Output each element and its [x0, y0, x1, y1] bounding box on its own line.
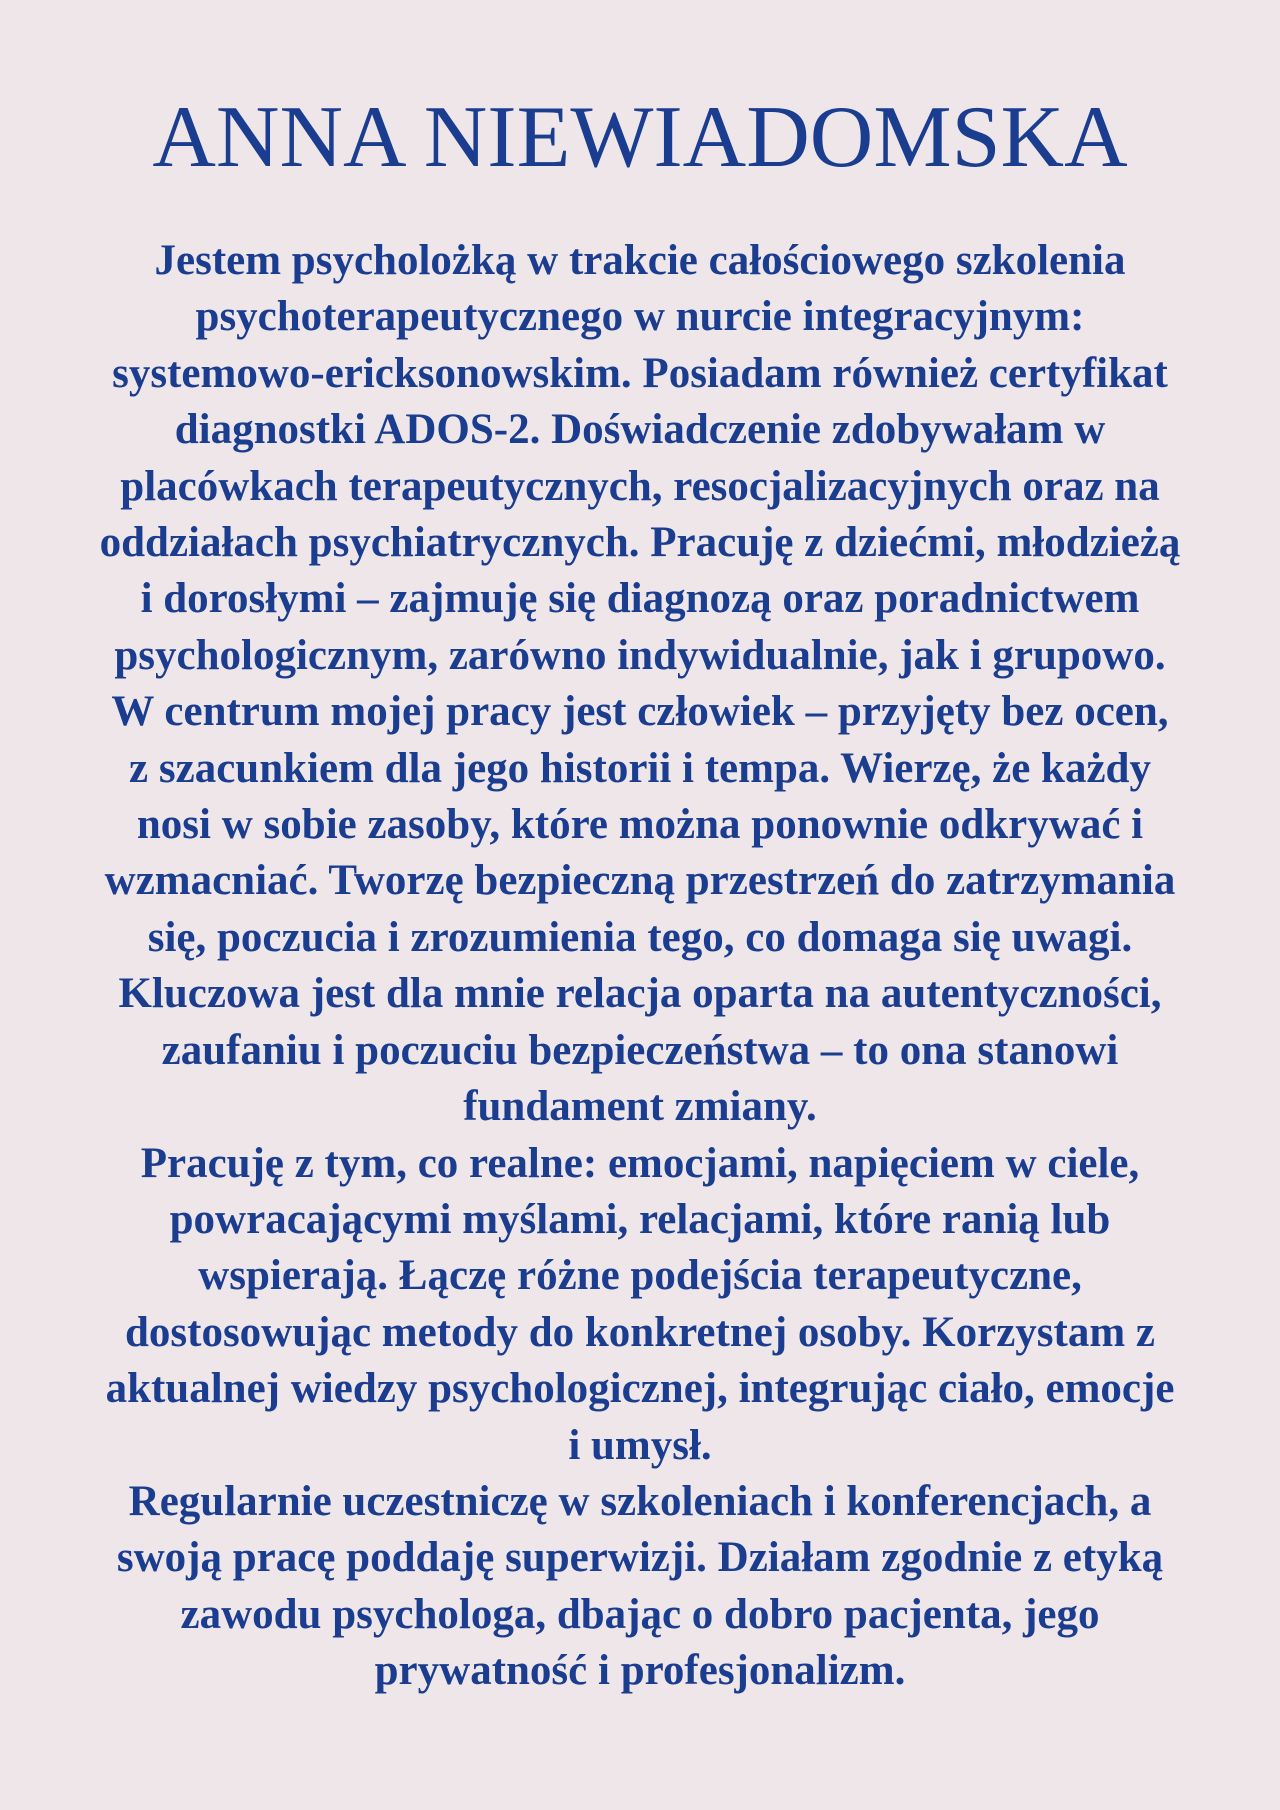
bio-line: z szacunkiem dla jego historii i tempa. Wierzę, że każdy — [129, 744, 1151, 792]
bio-line: systemowo-ericksonowskim. Posiadam również certyfikat — [112, 349, 1168, 397]
bio-line: dostosowując metody do konkretnej osoby. Korzystam z — [124, 1308, 1155, 1356]
bio-line: psychologicznym, zarówno indywidualnie, jak i grupowo. — [114, 631, 1166, 679]
bio-line: aktualnej wiedzy psychologicznej, integrując ciało, emocje — [105, 1365, 1175, 1413]
bio-line: diagnostki ADOS-2. Doświadczenie zdobywałam w — [174, 406, 1106, 454]
bio-line: W centrum mojej pracy jest człowiek – przyjęty bez ocen, — [111, 688, 1169, 736]
bio-line: wspierają. Łączę różne podejścia terapeutyczne, — [198, 1252, 1082, 1300]
bio-line: zawodu psychologa, dbając o dobro pacjenta, jego — [180, 1590, 1100, 1638]
bio-line: Regularnie uczestniczę w szkoleniach i konferencjach, a — [128, 1477, 1152, 1525]
bio-line: oddziałach psychiatrycznych. Pracuję z dziećmi, młodzieżą — [99, 519, 1181, 567]
bio-line: fundament zmiany. — [463, 1083, 817, 1131]
bio-line: swoją pracę poddaję superwizji. Działam zgodnie z etyką — [116, 1534, 1164, 1582]
bio-line: prywatność i profesjonalizm. — [374, 1647, 906, 1695]
bio-line: Kluczowa jest dla mnie relacja oparta na autentyczności, — [118, 970, 1162, 1018]
bio-line: nosi w sobie zasoby, które można ponownie odkrywać i — [136, 801, 1144, 849]
bio-line: wzmacniać. Tworzę bezpieczną przestrzeń do zatrzymania — [104, 857, 1176, 905]
bio-line: powracającymi myślami, relacjami, które ranią lub — [169, 1195, 1111, 1243]
bio-line: i dorosłymi – zajmuję się diagnozą oraz poradnictwem — [140, 575, 1140, 623]
bio-line: się, poczucia i zrozumienia tego, co domaga się uwagi. — [147, 913, 1133, 961]
bio-line: Pracuję z tym, co realne: emocjami, napięciem w ciele, — [140, 1139, 1140, 1187]
bio-line: i umysł. — [568, 1421, 712, 1469]
bio-line: placówkach terapeutycznych, resocjalizacyjnych oraz na — [120, 462, 1160, 510]
bio-line: psychoterapeutycznego w nurcie integracyjnym: — [195, 293, 1085, 341]
page-title: ANNA NIEWIADOMSKA — [152, 89, 1128, 186]
bio-line: zaufaniu i poczuciu bezpieczeństwa – to ona stanowi — [161, 1026, 1119, 1074]
bio-text — [0, 233, 1280, 1700]
bio-line: Jestem psycholożką w trakcie całościowego szkolenia — [154, 237, 1126, 284]
